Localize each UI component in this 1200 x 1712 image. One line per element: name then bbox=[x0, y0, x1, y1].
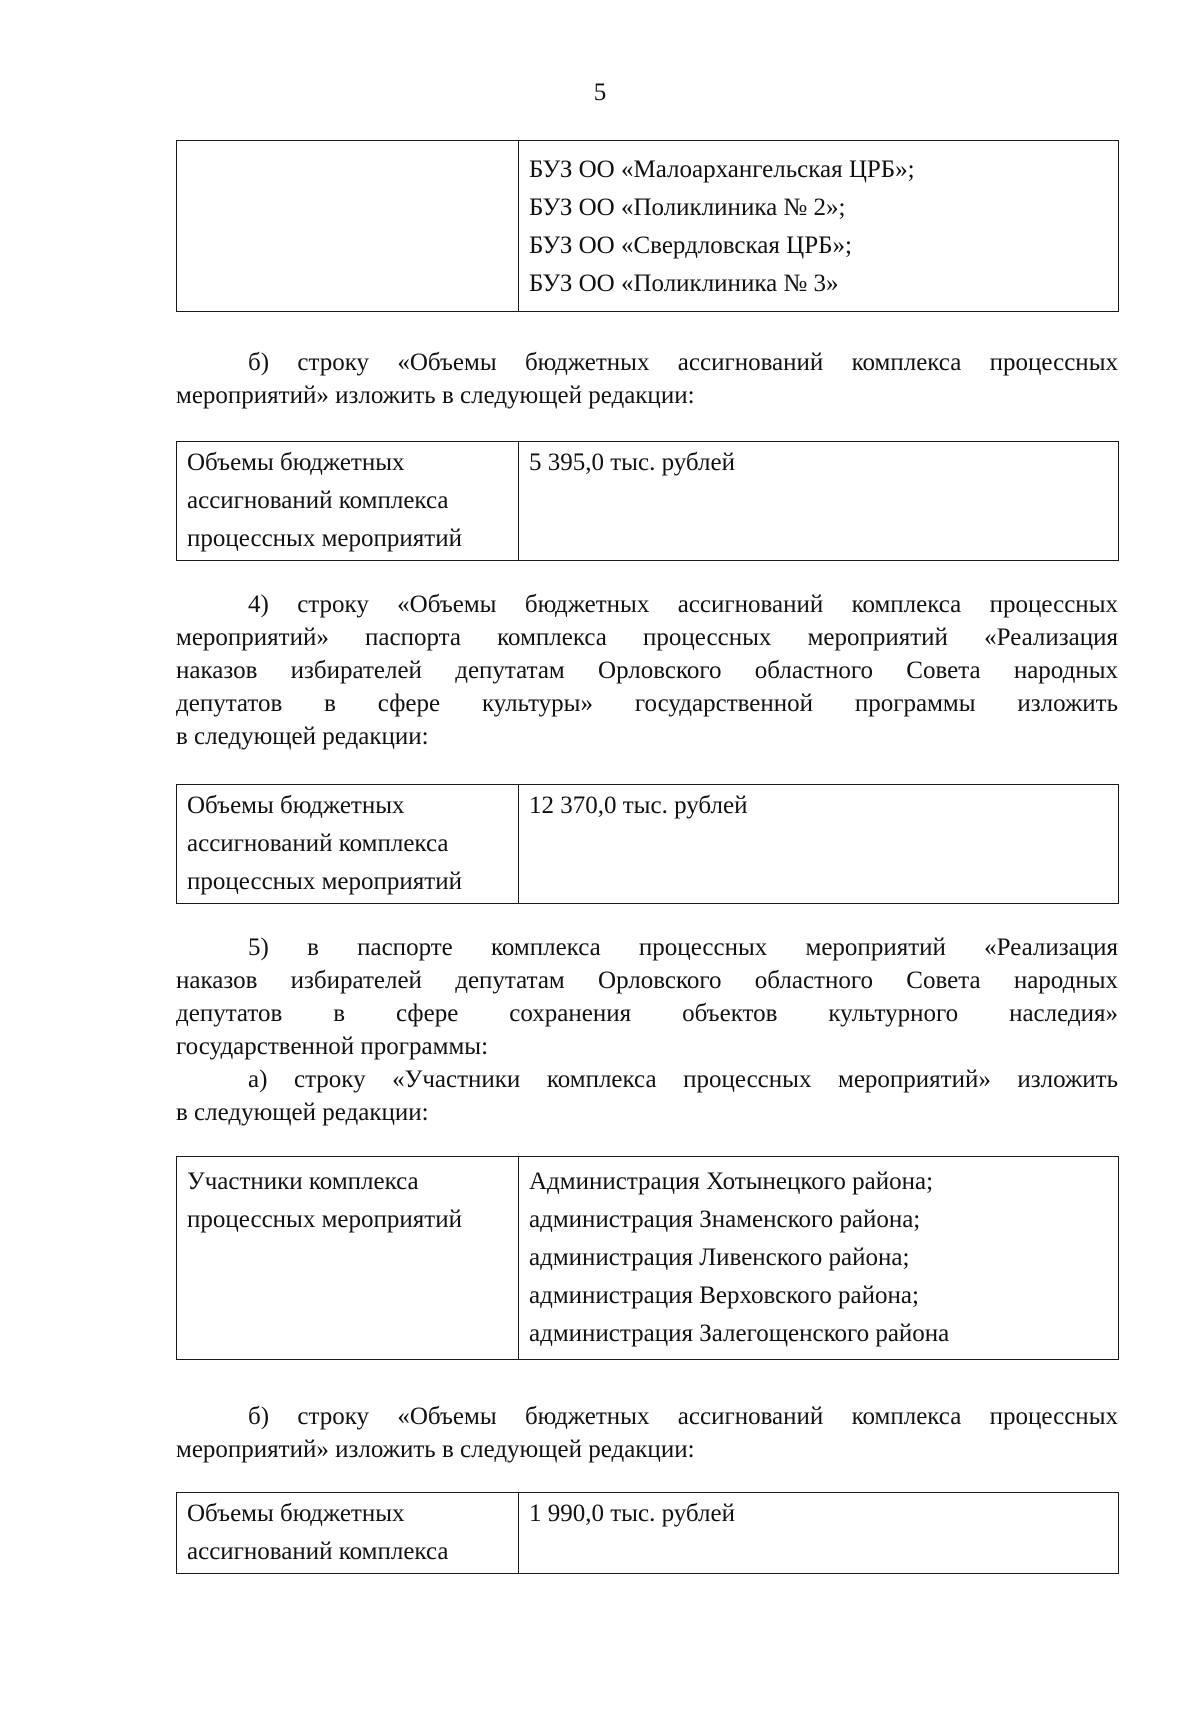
page-number: 5 bbox=[593, 79, 607, 106]
table-row bbox=[177, 785, 1119, 904]
institution-line: БУЗ ОО «Поликлиника № 3» bbox=[529, 270, 839, 297]
institution-line: БУЗ ОО «Поликлиника № 2»; bbox=[529, 194, 846, 221]
institution-line: БУЗ ОО «Малоархангельская ЦРБ»; bbox=[529, 156, 915, 183]
label-line: Объемы бюджетных bbox=[187, 1500, 405, 1527]
table-row bbox=[177, 141, 1119, 312]
label-line: Участники комплекса bbox=[187, 1168, 419, 1195]
paragraph-line: б) строку «Объемы бюджетных ассигнований комплекса процессных bbox=[248, 349, 1118, 376]
table-medical-institutions bbox=[176, 140, 1119, 312]
label-line: процессных мероприятий bbox=[187, 525, 462, 552]
table-row bbox=[177, 1157, 1119, 1360]
table-participants bbox=[176, 1156, 1119, 1360]
institution-line: БУЗ ОО «Свердловская ЦРБ»; bbox=[529, 232, 852, 259]
participant-line: администрация Верховского района; bbox=[529, 1282, 919, 1309]
table-row bbox=[177, 442, 1119, 561]
label-line: ассигнований комплекса bbox=[187, 830, 449, 857]
label-line: ассигнований комплекса bbox=[187, 1538, 449, 1565]
paragraph-line: 5) в паспорте комплекса процессных мероприятий «Реализация bbox=[248, 934, 1118, 961]
participant-line: администрация Ливенского района; bbox=[529, 1244, 910, 1271]
table-cell-value bbox=[519, 141, 1119, 312]
paragraph-line: в следующей редакции: bbox=[176, 1099, 429, 1126]
participant-line: администрация Залегощенского района bbox=[529, 1320, 950, 1347]
paragraph-line: государственной программы: bbox=[176, 1033, 489, 1060]
paragraph-line: депутатов в сфере сохранения объектов культурного наследия» bbox=[176, 1000, 1118, 1027]
paragraph-b-budget bbox=[176, 1400, 1118, 1466]
paragraph-line: депутатов в сфере культуры» государственной программы изложить bbox=[176, 690, 1118, 717]
table-cell-value bbox=[519, 1157, 1119, 1360]
paragraph-b-budget bbox=[176, 346, 1118, 412]
paragraph-line: наказов избирателей депутатам Орловского областного Совета народных bbox=[176, 657, 1118, 684]
paragraph-line: мероприятий» паспорта комплекса процессных мероприятий «Реализация bbox=[176, 624, 1118, 651]
table-cell-value: 5 395,0 тыс. рублей bbox=[519, 442, 1119, 561]
label-line: Объемы бюджетных bbox=[187, 792, 405, 819]
paragraph-line: мероприятий» изложить в следующей редакции: bbox=[176, 1436, 695, 1463]
table-cell-label bbox=[177, 141, 519, 312]
table-cell-label bbox=[177, 785, 519, 904]
table-cell-label bbox=[177, 1493, 519, 1574]
paragraph-4-culture bbox=[176, 588, 1118, 753]
paragraph-line: наказов избирателей депутатам Орловского областного Совета народных bbox=[176, 967, 1118, 994]
label-line: Объемы бюджетных bbox=[187, 449, 405, 476]
table-cell-value: 1 990,0 тыс. рублей bbox=[519, 1493, 1119, 1574]
label-line: ассигнований комплекса bbox=[187, 487, 449, 514]
paragraph-line: мероприятий» изложить в следующей редакции: bbox=[176, 382, 695, 409]
label-line: процессных мероприятий bbox=[187, 1206, 462, 1233]
label-line: процессных мероприятий bbox=[187, 868, 462, 895]
paragraph-a-participants bbox=[176, 1063, 1118, 1129]
paragraph-line: 4) строку «Объемы бюджетных ассигнований комплекса процессных bbox=[248, 591, 1118, 618]
table-row bbox=[177, 1493, 1119, 1574]
participant-line: администрация Знаменского района; bbox=[529, 1206, 921, 1233]
table-cell-label bbox=[177, 442, 519, 561]
table-budget-volume bbox=[176, 784, 1119, 904]
table-cell-label bbox=[177, 1157, 519, 1360]
table-budget-volume bbox=[176, 441, 1119, 561]
participant-line: Администрация Хотынецкого района; bbox=[529, 1168, 934, 1195]
paragraph-5-heritage bbox=[176, 931, 1118, 1063]
table-budget-volume bbox=[176, 1492, 1119, 1574]
paragraph-line: а) строку «Участники комплекса процессных мероприятий» изложить bbox=[248, 1066, 1118, 1093]
paragraph-line: в следующей редакции: bbox=[176, 723, 429, 750]
paragraph-line: б) строку «Объемы бюджетных ассигнований комплекса процессных bbox=[248, 1403, 1118, 1430]
table-cell-value: 12 370,0 тыс. рублей bbox=[519, 785, 1119, 904]
